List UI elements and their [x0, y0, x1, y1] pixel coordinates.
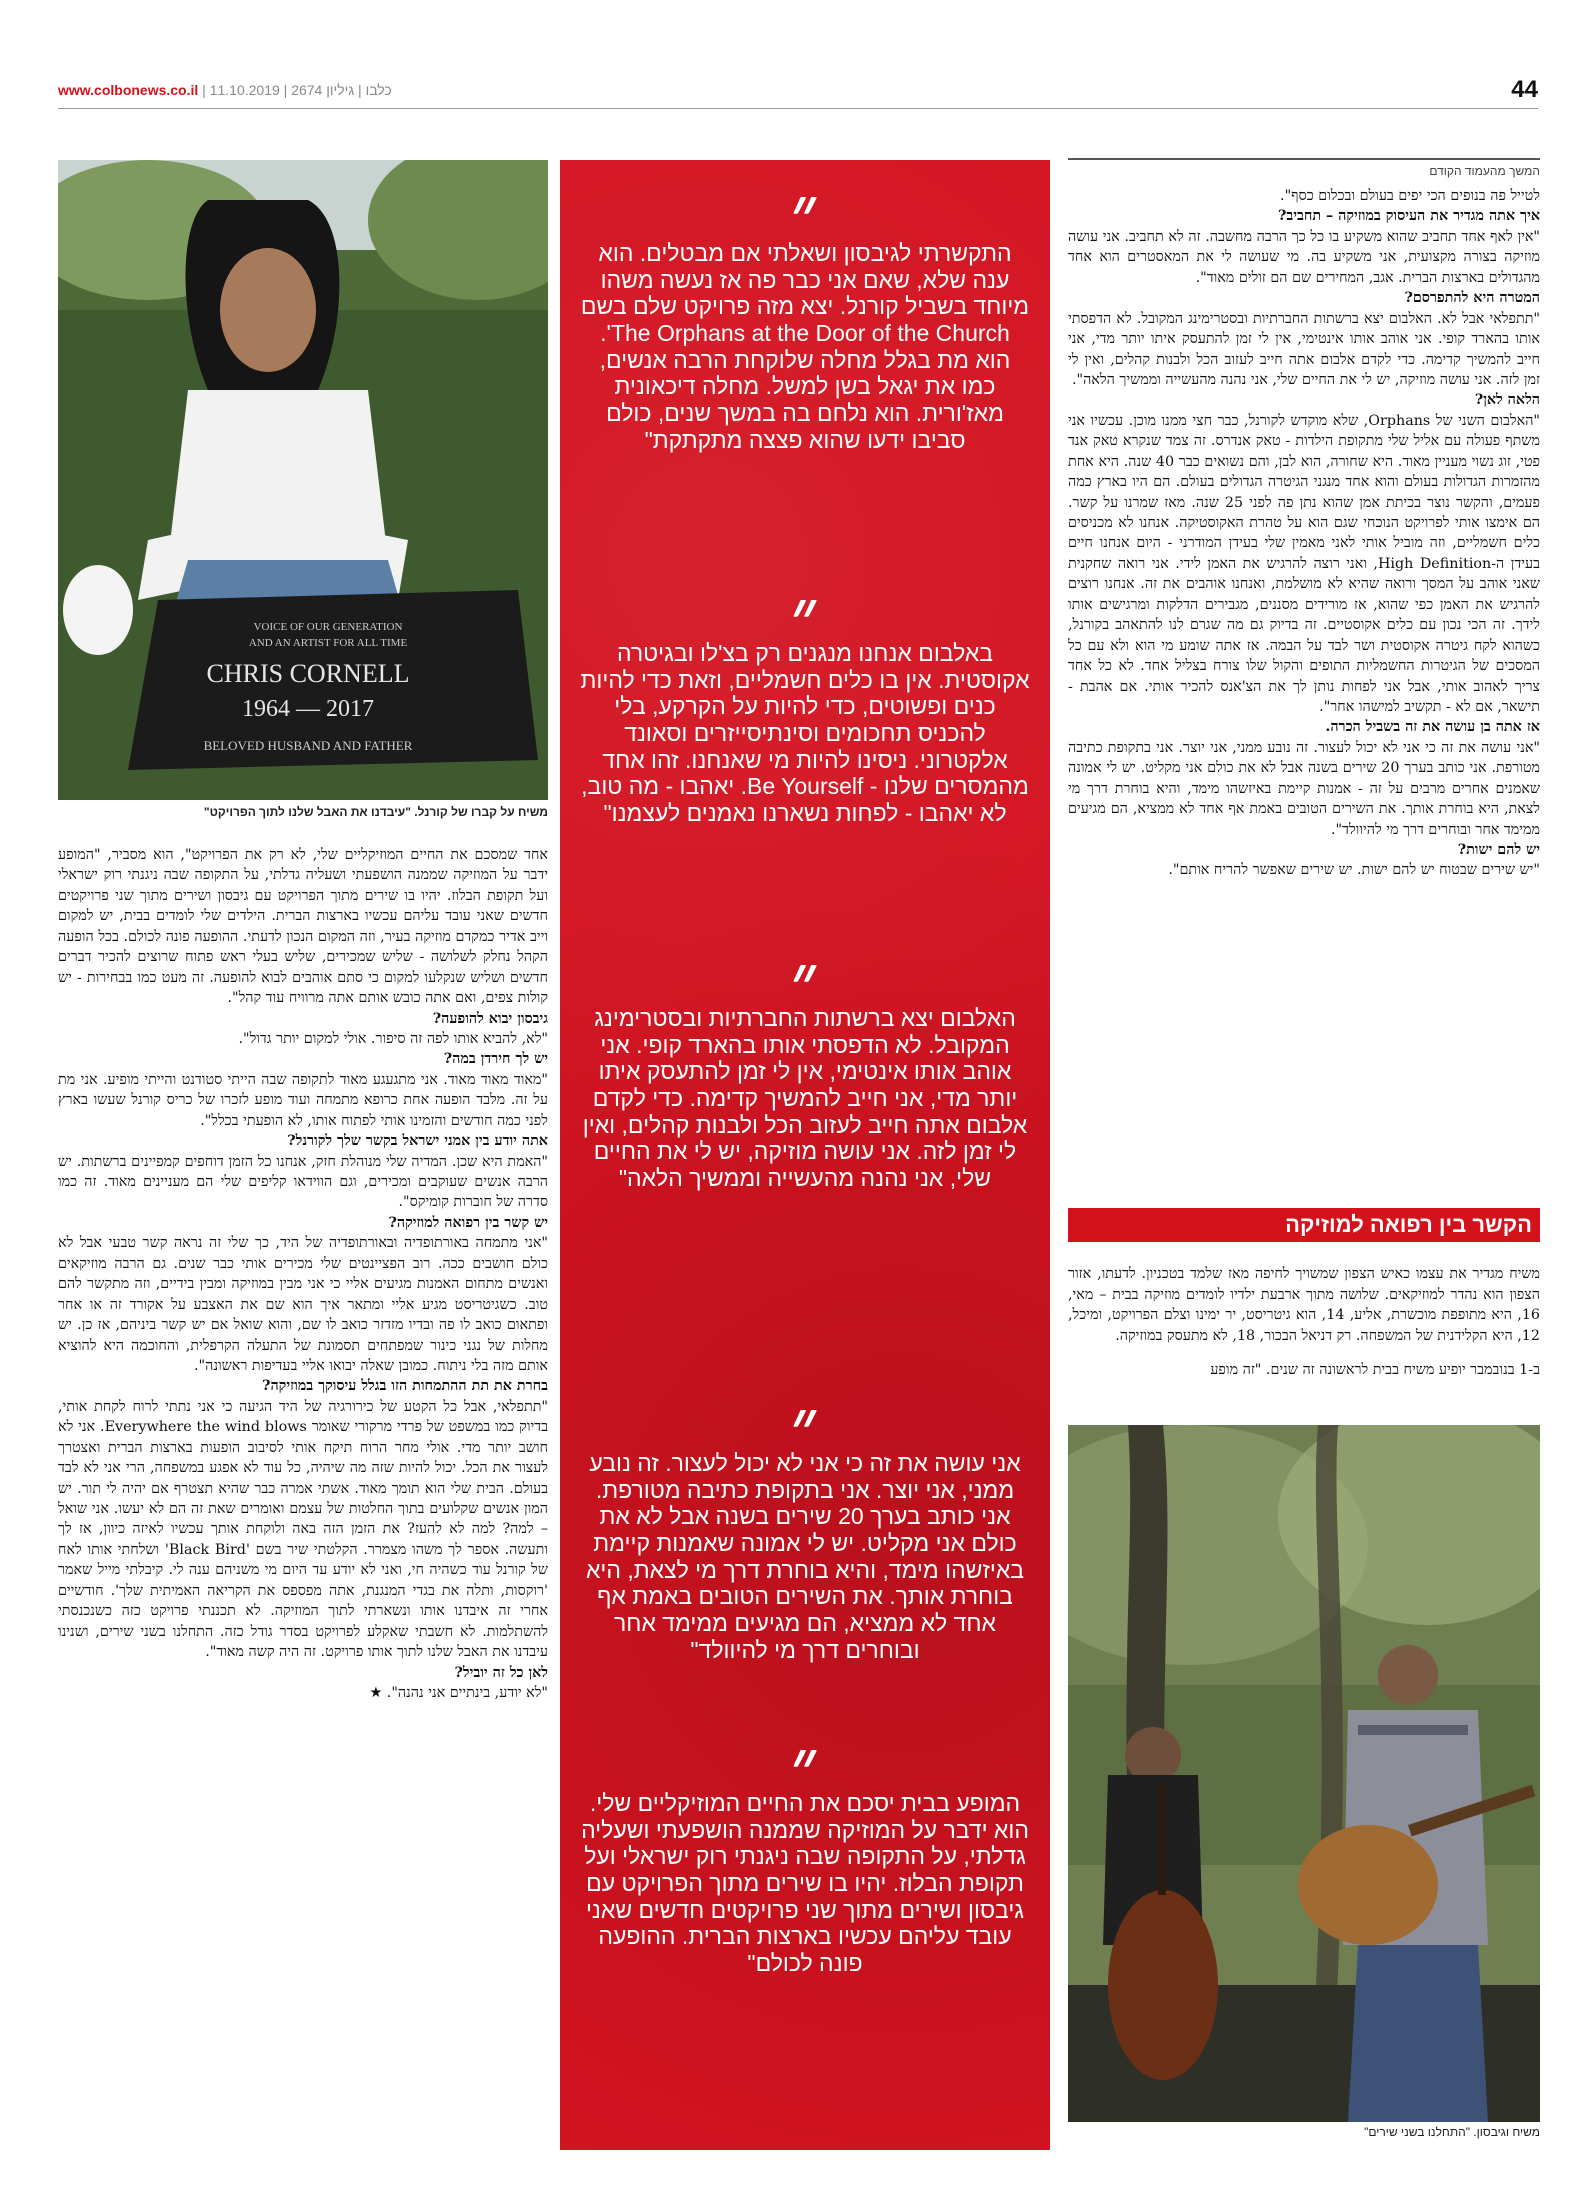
interview-question: יש קשר בין רפואה למוזיקה?: [388, 1214, 548, 1231]
quote-mark-icon: ״: [791, 1382, 819, 1467]
photo-caption-right: משיח וגיבסון. "התחלנו בשני שירים": [1364, 2125, 1540, 2139]
quote-mark-icon: ״: [791, 169, 819, 254]
page-number: 44: [1511, 76, 1538, 103]
body-paragraph: "תתפלאי, אבל כל הקטע של כירורגיה של היד הגיעה כי אני נתתי לרוח לקחת אותי, בדיוק כמו במשפט של פרדי מרקורי שאומר Everywhere the wind blows. אני לא חושב יותר מדי. אולי מחר הרוח תיקח אותי לסיבוב הופעות בארצות הברית ואצטרך לעצור את הכל. יכול להיות שזה מה שיהיה, כל עוד לא אפגע במשפחה, הרי אני לא לבד בעולם. הבית שלי הוא תומך מאוד. אשתי אמרה כבר שהיא תצטרף אם יהיה לי תור. יש המון אנשים שקלועים בתוך החלטות של עצמם ואומרים שאת זה הם לא יעשו. אני שואל – למה? למה לא להעז? את הזמן הזה באה ולוקחת אותך עכשיו לאיזה כיוון, אז לך ותעשה. אספר לך משהו מצמרר. הקלטתי שיר בשם 'Black Bird' ושלחתי אותו לאח של קורנל עוד כשהיה חי, ואני לא יודע עד היום מי משניהם ענה לי. קיבלתי מייל שאמר 'רוקסות, ותלה את בגדי המנגנת, אתה מפספס את הקריאה האמיתית שלך'. חודשיים אחרי זה איבדנו אותו ונשארתי לתוך המוזיקה. לא תכננתי פרויקט כזה כשנכנסתי להשתלמות. לא חשבתי שאקלע לפרויקט בסדר גודל כזה. התחלנו בשני שירים, ושנינו עיבדנו את האבל שלנו לתוך אותו פרויקט. זה היה קשה מאוד".: [58, 1398, 548, 1661]
pull-quote: אני עושה את זה כי אני לא יכול לעצור. זה נובע ממני, אני יוצר. אני בתקופת כתיבה מטורפת. אני כותב בערך 20 שירים בשנה אבל לא את כולם אני מקליט. יש לי אמונה שאמנות קיימת באיזשהו מימד, והיא בוחרת דרך מי לצאת, היא בוחרת אותך. את השירים הטובים באמת אף אחד לא ממציא, הם מגיעים ממימד אחר ובוחרים דרך מי להיוולד": [585, 1450, 1025, 1663]
sep: |: [279, 82, 292, 98]
tomb-years: 1964 — 2017: [242, 696, 374, 722]
paper-name: כלבו: [365, 82, 392, 98]
body-paragraph: "אני מתמחה באורתופדיה ובאורתופדיה של היד, כך שלי זה נראה קשר טבעי אבל לא כולם חושבים ככה. רוב הפציינטים שלי מכירים אותי כבר שנים. גם הרבה מוזיקאים ואנשים מתחום האמנות מגיעים אליי כי אני מבין במוזיקה ומבין בידיים, וזה מתקשר להם טוב. כשגיטריסט מגיע אליי ומתאר איך הוא שם את האצבע על אקורד זה או אחר ופתאום כואב לו פה ובדיו מזדזר כואב לו שם, והוא שואל אם יש קשר ביניהם, אז כן. יש מחלות של נגני כינור שמפתחים תסמונת של התעלה הקרפלית, והחוכמה היא להוציא אותם מזה בלי ניתוח. כמובן שאלה יבואו אליי בעדיפות ראשונה".: [58, 1235, 548, 1374]
body-paragraph: "מאוד מאוד מאוד. אני מתגעגע מאוד לתקופה שבה הייתי סטודנט והייתי מופיע. אני מת על זה. מלבד הופעה אחת כרופא מתמחה ועוד מופע לזכרו של כריס קורנל שעשו בארץ לפני כמה חודשים והזמינו אותי לפתוח אותו, לא הופעתי בכלל".: [58, 1071, 548, 1129]
body-paragraph: "האמת היא שכן. המדיה שלי מנוהלת חזק, אנחנו כל הזמן דוחפים קמפיינים ברשתות. יש הרבה אנשים שעוקבים ומכירים, וגם הווידאו קליפים שלי הם מעניינים מאוד. זה כמו סדרה של חוברות קומיקס".: [58, 1153, 548, 1211]
body-paragraph: אחד שמסכם את החיים המוזיקליים שלי, לא רק את הפרויקט", הוא מסביר, "המופע ידבר על המוזיקה שממנה הושפעתי ושעליה גדלתי, על התקופה שבה ניגנתי רוק ישראלי ועל תקופת הבלוז. יהיו בו שירים מתוך הפרויקט עם גיבסון ושירים מתוך שני פרויקטים חדשים שאני עובד עליהם עכשיו בארצות הברית. הילדים שלי לומדים בבית, יש למקום וייב אדיר כמקדם מוזיקה בעיר, וזה המקום הנכון לדעתי. ההופעה פונה לכולם. בכל הופעה הקהל נחלק לשלושה - שליש שמכירים, שליש בעלי ראש פתוח שרוצים להכיר דברים חדשים ושליש שנקלעו למקום כי סתם אוהבים לבוא להופעה. זה מעט כמו בבחירות - יש קולות צפים, ואם אתה כובש אותם אתה מרוויח עוד קהל".: [58, 847, 548, 1007]
interview-question: גיבסון יבוא להופעה?: [432, 1010, 548, 1027]
body-paragraph: "לא יודע, בינתיים אני נהנה". ★: [369, 1684, 548, 1701]
page-header: [58, 76, 1538, 109]
tomb-name: CHRIS CORNELL: [206, 659, 410, 688]
body-paragraph: "אין לאף אחד תחביב שהוא משקיע בו כל כך הרבה מחשבה. זה לא תחביב. אני עושה מוזיקה בצורה מקצועית, אני משקיע בה. מי שעושה לי את המאסטרים הוא אחד מהגדולים בארצות הברית. אגב, המחירים שם הם זולים מאוד".: [1068, 228, 1540, 286]
sep: |: [354, 82, 366, 98]
body-paragraph: משיח מגדיר את עצמו כאיש הצפון שמשויך לחיפה מאז שלמד בטכניון. לדעתו, אזור הצפון הוא נהדר למוזיקאים. שלושה מתוך ארבעת ילדיו לומדים מוזיקה בבית – מאי, 16, היא מתופפת מוכשרת, אליע, 14, הוא גיטריסט, יר ימינו וצלם הפרויקט, ומיכל, 12, היא הקלידנית של המשפחה. רק דניאל הבכור, 18, לא מתעסק במוזיקה.: [1068, 1266, 1540, 1344]
interview-question: אז אתה בן עושה את זה בשביל הכרה.: [1325, 719, 1540, 736]
body-paragraph: לטייל פה בנופים הכי יפים בעולם ובכלום כסף".: [1280, 188, 1540, 204]
pull-quote: באלבום אנחנו מנגנים רק בצ'לו ובגיטרה אקוסטית. אין בו כלים חשמליים, וזאת כדי להיות כנים ופשוטים, כדי להיות על הקרקע, בלי להכניס תחכומים וסינתיסייזרים וסאונד אלקטרוני. ניסינו להיות מי שאנחנו. זהו אחד מהמסרים שלנו - Be Yourself. יאהבו - מה טוב, לא יאהבו - לפחות נשארנו נאמנים לעצמנו": [580, 640, 1030, 827]
musicians-illustration: [1068, 1425, 1540, 2122]
masthead-line: [58, 82, 392, 98]
musicians-photo: [1068, 1425, 1540, 2122]
site-url[interactable]: www.colbonews.co.il: [58, 82, 199, 98]
quote-mark-icon: ״: [791, 1722, 819, 1807]
tomb-line-1: VOICE OF OUR GENERATION: [253, 621, 403, 633]
article-column-right: [1068, 186, 1540, 1191]
tomb-epitaph: BELOVED HUSBAND AND FATHER: [203, 738, 413, 753]
tomb-line-2: AND AN ARTIST FOR ALL TIME: [248, 637, 408, 649]
body-paragraph: "תתפלאי אבל לא. האלבום יצא ברשתות החברתיות ובסטרימינג המקובל. לא הדפסתי אותו בהארד קופי. אני אוהב אותו אינטימי, אין לי זמן להתעסק איתו יותר מדי, אני חייב להמשיך קדימה. כדי לקדם אלבום אתה חייב לעזוב הכל ולבנות קהלים, ואין לי זמן לזה. אני עושה מוזיקה, יש לי את החיים שלי, אני נהנה מהעשייה וממשיך הלאה".: [1068, 310, 1540, 388]
article-column-right-continued: [1068, 1250, 1540, 1418]
grave-illustration: [58, 160, 548, 800]
continued-label: המשך מהעמוד הקודם: [1068, 158, 1540, 178]
body-paragraph: "אני עושה את זה כי אני לא יכול לעצור. זה נובע ממני, אני יוצר. אני בתקופת כתיבה מטורפת. אני כותב בערך 20 שירים בשנה אבל לא את כולם אני מקליט. יש לי אמונה שאמנים אחרים מרבים על זה - אמנות קיימת באיזשהו מימד, והיא בוחרת דרך מי לצאת, היא בוחרת אותך. את השירים הטובים באמת אף אחד לא ממציא, הם מגיעים ממימד אחר ובוחרים דרך מי להיוולד".: [1068, 739, 1540, 838]
pull-quote: האלבום יצא ברשתות החברתיות ובסטרימינג המקובל. לא הדפסתי אותו בהארד קופי. אני אוהב אותו אינטימי, אין לי זמן להתעסק איתו יותר מדי, אני חייב להמשיך קדימה. כדי לקדם אלבום אתה חייב לעזוב הכל ולבנות קהלים, ואין לי זמן לזה. אני עושה מוזיקה, יש לי את החיים שלי, אני נהנה מהעשייה וממשיך הלאה": [582, 1005, 1028, 1192]
interview-question: הלאה לאן?: [1474, 392, 1540, 409]
issue-number: גיליון 2674: [291, 82, 355, 98]
issue-date: 11.10.2019: [209, 82, 280, 98]
interview-question: יש לך חירדן במה?: [443, 1051, 548, 1068]
body-paragraph: "יש שירים שבטוח יש להם ישות. יש שירים שאפשר להריח אותם".: [1168, 862, 1540, 879]
pull-quotes-column: [560, 160, 1050, 2150]
sep: |: [198, 82, 210, 98]
interview-question: יש להם ישות?: [1457, 842, 1540, 858]
section-subheading: הקשר בין רפואה למוזיקה: [1068, 1208, 1540, 1242]
interview-question: אתה יודע בין אמני ישראל בקשר שלך לקורנל?: [287, 1133, 548, 1150]
body-paragraph: "האלבום השני של Orphans, שלא מוקדש לקורנל, כבר חצי ממנו מוכן. עכשיו אני משתף פעולה עם אליל שלי מתקופת הילדות - טאק אנדרס. זה צמד שנקרא טאק אנד פטי, זוג נשוי מעניין מאוד. היא שחורה, הוא לבן, והם נשואים כבר 40 שנה. היא אחת מהזמרות הגדולות בעולם והוא אחד מנגני הגיטרה הגדולים בעולם. הם היו בארץ כמה פעמים, והקשר נוצר בכיתת אמן שהוא נתן פה לפני 25 שנה. מאז שמרנו על קשר. הם אימצו אותי לפרויקט הנוכחי שגם הוא על טהרת האקוסטיקה. אנחנו לא מכניסים כלים חשמליים, וזה מוביל אותי לאני מאמין שלי בעידן המודרני - היום אנחנו חיים בעידן ה-High Definition, ואני רוצה להרגיש את האמן לידי. אני רואה שחקנית שאני אוהב על המסך ורואה שהיא לא מושלמת, ואנחנו אוהבים את זה. אנחנו רוצים להרגיש את האמן כפי שהוא, אז מורידים מסננים, מגבירים הדלקות ומרגישים אותו לידך. זה הכי נכון עם כלים אקוסטיים. זה בדיוק גם מה שגרם לנו להתאהב בקורנל, כשהוא לקח גיטרה אקוסטית ושר לבד על הבמה. אז אתה שומע מי הוא ולא עם כל המסכים של הגיטרות החשמליות התופים והקול שלו צורח בצליל אחד. לא כל אחד צריך לאהוב אותי, אבל אני לפחות נותן לך את הצ'אנס להכיר אותי. אם אהבת - תישאר, אם לא - תקשיב למישהו אחר".: [1068, 412, 1540, 715]
pull-quote: התקשרתי לגיבסון ושאלתי אם מבטלים. הוא ענה שלא, שאם אני כבר פה אז נעשה משהו מיוחד בשביל קורנל. יצא מזה פרויקט שלם בשם The Orphans at the Door of the Church'. הוא מת בגלל מחלה שלוקחת הרבה אנשים, כמו את יגאל בשן למשל. מחלה דיכאונית מאז'ורית. הוא נלחם בה במשך שנים, כולם סביבו ידעו שהוא פצצה מתקתקת": [580, 240, 1030, 453]
photo-caption-left: משיח על קברו של קורנל. "עיבדנו את האבל שלנו לתוך הפרויקט": [203, 805, 548, 819]
quote-mark-icon: ״: [791, 572, 819, 657]
interview-question: איך אתה מגדיר את העיסוק במוזיקה – תחביב?: [1277, 208, 1540, 225]
interview-question: המטרה היא להתפרסם?: [1404, 290, 1540, 307]
article-column-left: [58, 845, 548, 2155]
pull-quote: המופע בבית יסכם את החיים המוזיקליים שלי. הוא ידבר על המוזיקה שממנה הושפעתי ושעליה גדלתי, על התקופה שבה ניגנתי רוק ישראלי ועל תקופת הבלוז. יהיו בו שירים מתוך הפרויקט עם גיבסון ושירים מתוך שני פרויקטים חדשים שאני עובד עליהם עכשיו בארצות הברית. ההופעה פונה לכולם": [581, 1790, 1029, 1977]
body-paragraph: ב-1 בנובמבר יופיע משיח בבית לראשונה זה שנים. "זה מופע: [1210, 1362, 1540, 1379]
grave-photo: [58, 160, 548, 800]
quote-mark-icon: ״: [791, 937, 819, 1022]
interview-question: לאן כל זה יוביל?: [454, 1664, 548, 1681]
interview-question: בחרת את תת ההתמחות הזו בגלל עיסוקך במוזיקה?: [262, 1378, 548, 1395]
body-paragraph: "לא, להביא אותו לפה זה סיפור. אולי למקום יותר גדול".: [238, 1030, 548, 1047]
